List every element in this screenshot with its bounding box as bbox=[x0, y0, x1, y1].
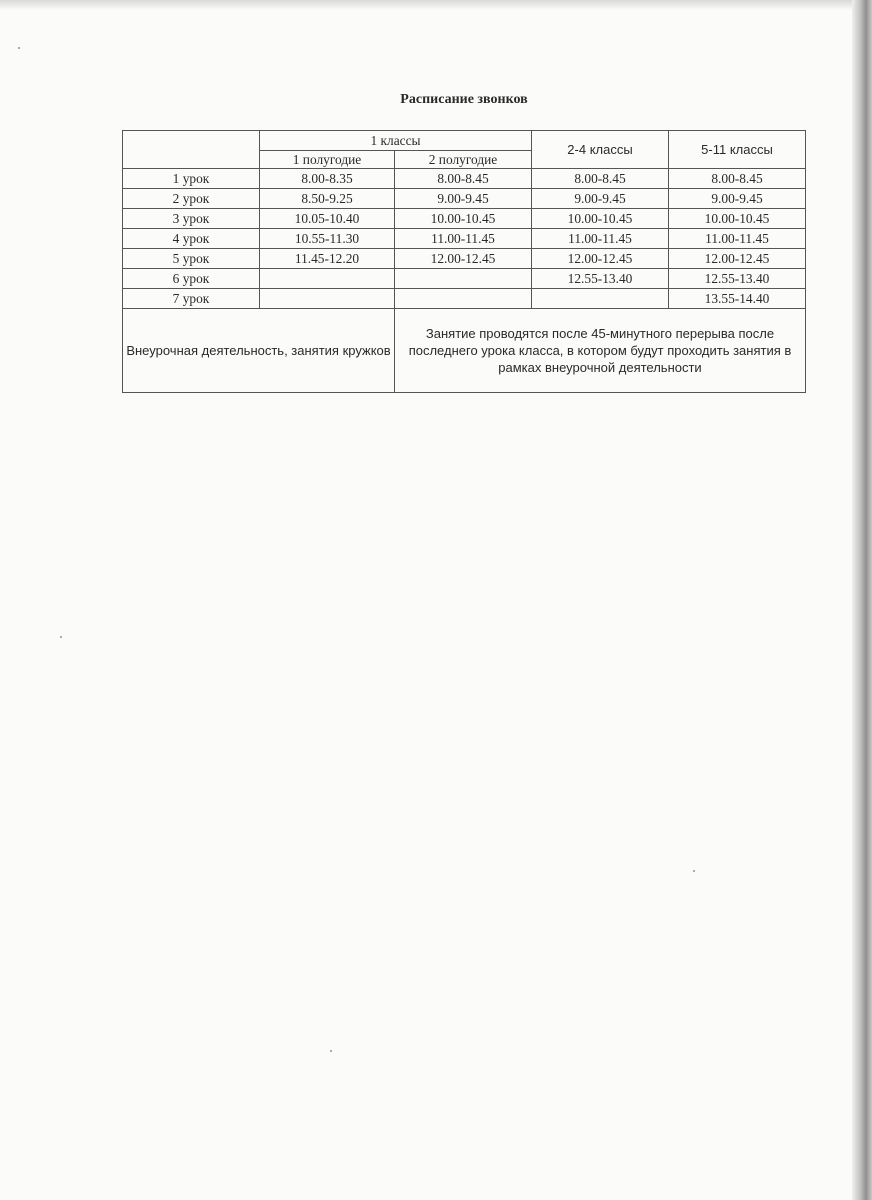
table-row bbox=[123, 189, 806, 209]
header-group-2-4-classes: 2-4 классы bbox=[532, 131, 669, 169]
scan-speck bbox=[18, 47, 20, 49]
header-half-year-2: 2 полугодие bbox=[395, 151, 532, 169]
time-cell bbox=[260, 289, 395, 309]
time-cell: 12.55-13.40 bbox=[669, 269, 806, 289]
time-cell: 8.00-8.35 bbox=[260, 169, 395, 189]
time-cell: 8.50-9.25 bbox=[260, 189, 395, 209]
time-cell: 11.45-12.20 bbox=[260, 249, 395, 269]
scan-speck bbox=[60, 636, 62, 638]
extracurricular-row bbox=[123, 309, 806, 393]
time-cell bbox=[260, 269, 395, 289]
lesson-label: 5 урок bbox=[123, 249, 260, 269]
time-cell: 10.00-10.45 bbox=[395, 209, 532, 229]
header-half-year-1: 1 полугодие bbox=[260, 151, 395, 169]
time-cell: 9.00-9.45 bbox=[395, 189, 532, 209]
time-cell: 8.00-8.45 bbox=[532, 169, 669, 189]
scan-right-edge bbox=[852, 0, 872, 1200]
lesson-label: 2 урок bbox=[123, 189, 260, 209]
time-cell: 11.00-11.45 bbox=[669, 229, 806, 249]
time-cell: 11.00-11.45 bbox=[395, 229, 532, 249]
time-cell: 12.55-13.40 bbox=[532, 269, 669, 289]
time-cell: 12.00-12.45 bbox=[669, 249, 806, 269]
lesson-label: 1 урок bbox=[123, 169, 260, 189]
header-group-1-classes: 1 классы bbox=[260, 131, 532, 151]
time-cell bbox=[395, 289, 532, 309]
lesson-label: 3 урок bbox=[123, 209, 260, 229]
table-row bbox=[123, 229, 806, 249]
extracurricular-note: Занятие проводятся после 45-минутного перерыва после последнего урока класса, в котором будут проходить занятия в рамках внеурочной деятельности bbox=[395, 309, 806, 393]
time-cell: 10.55-11.30 bbox=[260, 229, 395, 249]
scan-speck bbox=[330, 1050, 332, 1052]
time-cell: 12.00-12.45 bbox=[532, 249, 669, 269]
time-cell: 9.00-9.45 bbox=[532, 189, 669, 209]
page-title: Расписание звонков bbox=[400, 92, 528, 107]
time-cell bbox=[532, 289, 669, 309]
lesson-label: 4 урок bbox=[123, 229, 260, 249]
time-cell: 9.00-9.45 bbox=[669, 189, 806, 209]
header-group-5-11-classes: 5-11 классы bbox=[669, 131, 806, 169]
time-cell: 11.00-11.45 bbox=[532, 229, 669, 249]
time-cell: 13.55-14.40 bbox=[669, 289, 806, 309]
header-row bbox=[123, 131, 806, 151]
time-cell: 8.00-8.45 bbox=[669, 169, 806, 189]
time-cell: 8.00-8.45 bbox=[395, 169, 532, 189]
lesson-label: 7 урок bbox=[123, 289, 260, 309]
extracurricular-label: Внеурочная деятельность, занятия кружков bbox=[123, 309, 395, 393]
table-row bbox=[123, 169, 806, 189]
header-empty-cell bbox=[123, 131, 260, 169]
table-row bbox=[123, 289, 806, 309]
scan-speck bbox=[693, 870, 695, 872]
bell-schedule-table bbox=[122, 130, 806, 393]
lesson-label: 6 урок bbox=[123, 269, 260, 289]
table-row bbox=[123, 249, 806, 269]
time-cell bbox=[395, 269, 532, 289]
table-row bbox=[123, 269, 806, 289]
time-cell: 10.05-10.40 bbox=[260, 209, 395, 229]
time-cell: 10.00-10.45 bbox=[669, 209, 806, 229]
table-row bbox=[123, 209, 806, 229]
time-cell: 12.00-12.45 bbox=[395, 249, 532, 269]
scan-top-edge bbox=[0, 0, 872, 10]
time-cell: 10.00-10.45 bbox=[532, 209, 669, 229]
